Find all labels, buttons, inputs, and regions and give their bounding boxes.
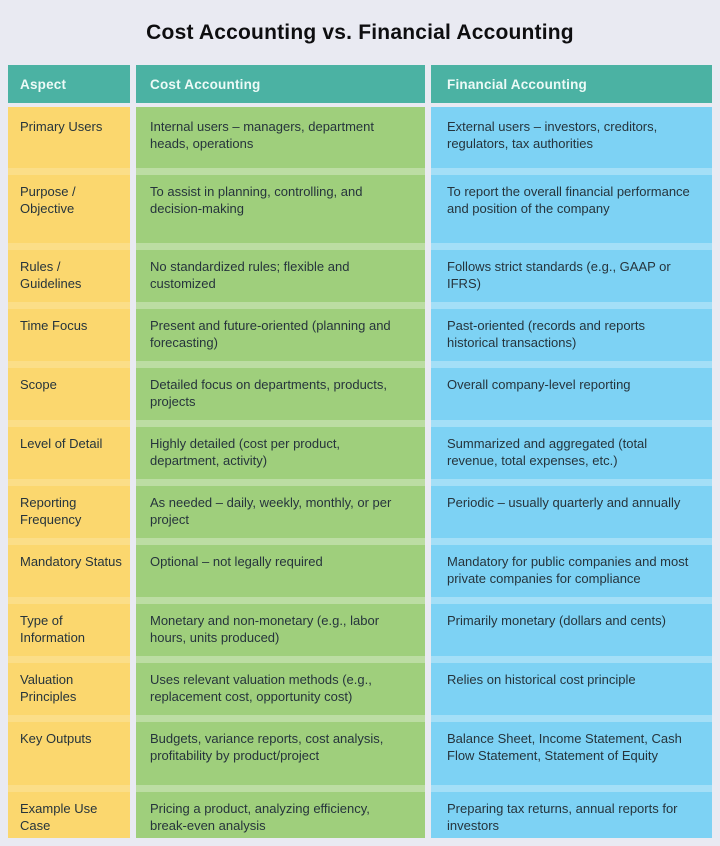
cost-cell: As needed – daily, weekly, monthly, or per project xyxy=(136,479,425,538)
financial-cell: Overall company-level reporting xyxy=(431,361,712,420)
aspect-cell: Mandatory Status xyxy=(8,538,130,597)
financial-cell: Balance Sheet, Income Statement, Cash Flow Statement, Statement of Equity xyxy=(431,715,712,785)
aspect-cell: Scope xyxy=(8,361,130,420)
aspect-cell: Time Focus xyxy=(8,302,130,361)
cost-cell: Uses relevant valuation methods (e.g., replacement cost, opportunity cost) xyxy=(136,656,425,715)
cost-cell: Monetary and non-monetary (e.g., labor hours, units produced) xyxy=(136,597,425,656)
cost-cell: Pricing a product, analyzing efficiency, break-even analysis xyxy=(136,785,425,838)
cost-cell: Internal users – managers, department heads, operations xyxy=(136,107,425,168)
table-row xyxy=(8,107,712,168)
table-row xyxy=(8,715,712,785)
financial-cell: Summarized and aggregated (total revenue, total expenses, etc.) xyxy=(431,420,712,479)
financial-cell: Follows strict standards (e.g., GAAP or IFRS) xyxy=(431,243,712,302)
aspect-cell: Key Outputs xyxy=(8,715,130,785)
aspect-cell: Reporting Frequency xyxy=(8,479,130,538)
financial-cell: Primarily monetary (dollars and cents) xyxy=(431,597,712,656)
financial-cell: Relies on historical cost principle xyxy=(431,656,712,715)
aspect-cell: Rules / Guidelines xyxy=(8,243,130,302)
cost-cell: Budgets, variance reports, cost analysis, profitability by product/project xyxy=(136,715,425,785)
aspect-cell: Type of Information xyxy=(8,597,130,656)
table-header-row xyxy=(8,65,712,103)
table-row xyxy=(8,785,712,838)
aspect-cell: Primary Users xyxy=(8,107,130,168)
financial-cell: Past-oriented (records and reports historical transactions) xyxy=(431,302,712,361)
header-financial-accounting: Financial Accounting xyxy=(431,65,712,103)
financial-cell: Mandatory for public companies and most private companies for compliance xyxy=(431,538,712,597)
table-row xyxy=(8,420,712,479)
cost-cell: Present and future-oriented (planning and forecasting) xyxy=(136,302,425,361)
table-row xyxy=(8,656,712,715)
table-body xyxy=(8,107,712,838)
financial-cell: To report the overall financial performance and position of the company xyxy=(431,168,712,243)
cost-cell: No standardized rules; flexible and customized xyxy=(136,243,425,302)
financial-cell: Periodic – usually quarterly and annually xyxy=(431,479,712,538)
table-row xyxy=(8,597,712,656)
table-row xyxy=(8,538,712,597)
aspect-cell: Example Use Case xyxy=(8,785,130,838)
table-row xyxy=(8,361,712,420)
page-title: Cost Accounting vs. Financial Accounting xyxy=(146,20,574,44)
table-row xyxy=(8,243,712,302)
cost-cell: Optional – not legally required xyxy=(136,538,425,597)
header-aspect: Aspect xyxy=(8,65,130,103)
financial-cell: Preparing tax returns, annual reports for investors xyxy=(431,785,712,838)
table-row xyxy=(8,302,712,361)
aspect-cell: Purpose / Objective xyxy=(8,168,130,243)
financial-cell: External users – investors, creditors, regulators, tax authorities xyxy=(431,107,712,168)
header-cost-accounting: Cost Accounting xyxy=(136,65,425,103)
cost-cell: Highly detailed (cost per product, department, activity) xyxy=(136,420,425,479)
aspect-cell: Level of Detail xyxy=(8,420,130,479)
table-row xyxy=(8,479,712,538)
table-row xyxy=(8,168,712,243)
cost-cell: Detailed focus on departments, products, projects xyxy=(136,361,425,420)
aspect-cell: Valuation Principles xyxy=(8,656,130,715)
cost-cell: To assist in planning, controlling, and decision-making xyxy=(136,168,425,243)
